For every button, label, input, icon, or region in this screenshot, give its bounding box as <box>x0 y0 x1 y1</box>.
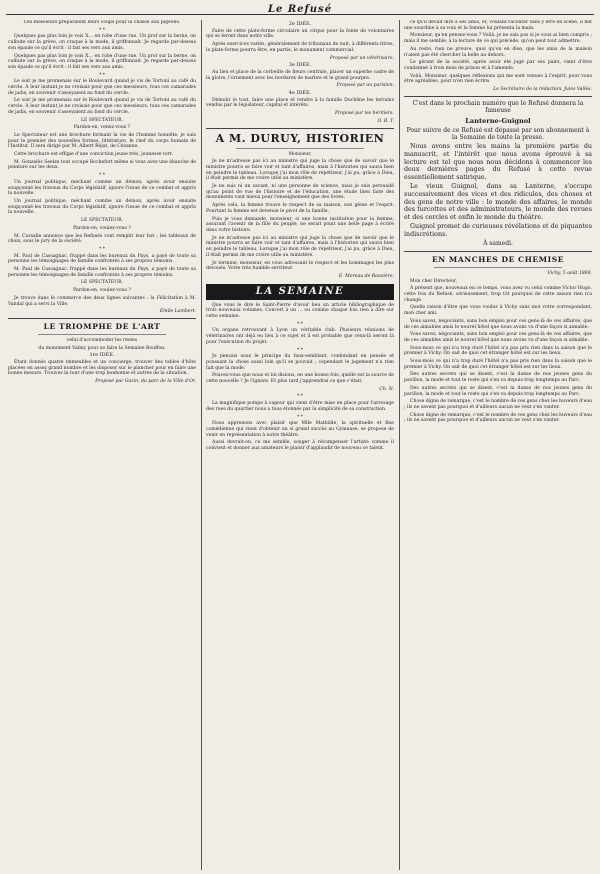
paragraph: Je termine, monsieur, en vous adressant le respect et les hommages les plus dévoués. Votre très humble serviteur. <box>206 260 394 272</box>
headline-triomphe: LE TRIOMPHE DE L'ART <box>43 321 161 331</box>
salutation: Monsieur, <box>288 151 312 157</box>
paragraph: Quelle raison d'être que vous voulez à Vichy sans moi votre correspondant, mon cher ami. <box>404 305 592 317</box>
paragraph: Des autres secrets qui se disent, c'est la danse de nos jeunes gens du pavillon, la mode et tout le reste qui s'en va depuis trop longtemps au Parc. <box>404 385 592 397</box>
column-2 <box>206 20 394 872</box>
paragraph: Après exercices variés, généralement de tribunaux de nuit, à différents titres, la plate-forme pourra être, en partie, le monument commercial. <box>206 42 394 53</box>
section-subheading: Pardon-en, venez-vous ? <box>73 125 131 131</box>
idea-label: 4e IDÉE. <box>288 90 312 97</box>
paragraph: À présent que, nouveaux en ce temps, vous avez vu celui comme Victor Hugo, cette fois du Refusé, sérieusement, trop tôt pourquoi de cette saison rien n'a changé. <box>404 286 592 303</box>
paragraph: ce qu'il devait dire à ses amis, et, voulant raconter sans y être en scène, il mit une sourdine à sa voix et la femme lui présenta la main. <box>404 20 592 31</box>
promo-title: Lanterne-Guignol <box>465 116 531 125</box>
paragraph: Voilà, Monsieur, quelques réflexions qui me sont venues à l'esprit, pour vous être agréables, pour n'en rien écrire. <box>404 73 592 85</box>
paragraph: Un organe retrouvant à Lyon un véritable club. Plusieurs réunions de vétérinaires ont déjà eu lieu à ce sujet et il est probable que ceux-là seront là pour l'exécution du projet. <box>206 328 394 345</box>
la-semaine-banner: LA SEMAINE <box>206 284 394 300</box>
section-heading: LE SPECTATEUR. <box>80 218 124 224</box>
paragraph: Je trouve dans le commerce des deux lignes suivantes : la Félicitation à M. Vandal qui a servi la Ville. <box>8 295 196 307</box>
section-heading: LE SPECTATEUR. <box>80 280 124 286</box>
paragraph: Quelques pas plus loin je vois X… en robe d'une rue. Un prof sur la berne, on culbute sur la grève, on craque à la mode, il griffonnait. Je regarde par-dessus son épaule ce qu'il écrit : il fait ses vers aux amis. <box>8 34 196 51</box>
section-subheading: Pardon-en, voulez-vous ? <box>73 288 131 294</box>
paragraph: Vous savez, négociants, sans bon emploi pour ces gens-là de ces affaires, que de ces aimables amis le nouvel hôtel que nous avons vu d'une façon si aimable. <box>404 332 592 343</box>
paragraph: M. Paul de Cassagnac, frappé dans les bureaux du Pays, a payé de toute sa personne les témoignages de famille confrontés à ses propres témoins. <box>8 267 196 278</box>
signature: O. B. T. <box>377 118 394 124</box>
paragraph: Faire de cette plate-forme circulaire un cirque pour la fonte de volontaires qui se feront dans notre ville. <box>206 28 394 40</box>
masthead-title: Le Refusé <box>267 4 333 15</box>
intro-text: Ces messieurs préparaient leurs coups pour la chasse aux pigeons. <box>23 20 181 25</box>
paragraph: M. Corsalle annonce que les Refusés vont remplir leur but ; les tableaux de choix, sous le jury de la société. <box>8 233 196 245</box>
ornament-star: * * <box>296 321 304 327</box>
proposal-line: Proposé par un parisien. <box>336 83 394 89</box>
ornament-star: * * <box>98 246 106 252</box>
promo-signoff: À samedi. <box>483 240 513 248</box>
paragraph: Puis je vous demande, monsieur, si une bonne institution pour la femme, assurant l'avenir de la fille du peuple, ne serait point une belle page à écrire dans votre histoire. <box>206 216 394 233</box>
section-rule <box>404 96 592 97</box>
paragraph: M. Gonzalès Seelze tout occupé Rochefort même si vous avez une ébauche de peinture sur les deux. <box>8 159 196 171</box>
paragraph: Je ne m'adresse pas ici au ministre qui juge la chose que de savoir que le ministre pourra se faire voir et tant d'affaires, mais à l'historien qui saura bien en peindre le tableau. Lorsque j'ai mon rôle de répétiteur, j'ai pu, grâce à Dieu, il était permis de me croire utile au ministère. <box>206 235 394 258</box>
paragraph: Je pensais sous le principe du faux-semblant, confondant en pensée et poussant la chose aussi loin qu'il se pouvait ; cependant le jugement n'a rien fait que la mode. <box>206 354 394 371</box>
promo-paragraph: Le vieux Guignol, dans sa Lanterne, s'occupe successivement des vices et des ridicules, des choses et des gens de notre ville : le monde des affaires, le monde des turcottes et des administrateurs, le monde des revues et des cercles et enfin le monde du théâtre. <box>404 183 592 221</box>
signature: Le Secrétaire de la rédaction, Jules Vallès. <box>493 87 592 93</box>
paragraph: Le gérant de la société, après avoir été jugé par ses pairs, vient d'être condamné à trois mois de prison et à l'amende. <box>404 60 592 71</box>
paragraph: Étant donnés quatre immeubles et un concierge, trouver des tables d'hôte placées en assez grand nombre et les disposer sur le plancher pour en faire une bonne mesure. Trouvez la tour d'une trop bonhomie et autres de la situation. <box>8 360 196 377</box>
paragraph: Chose digne de remarque, c'est le nombre de ces gens chez les buveurs d'eau ; ils ne savent pas pourquoi et d'ailleurs aucun ne veut s'en vanter. <box>404 412 592 424</box>
paragraph: Au lieu et place de la corbeille de fleurs centrale, placer un superbe cadre de la gloire, l'ornement avec les bordures de marbre et le grand pourpre. <box>206 69 394 81</box>
paragraph: Au reste, rien ne prouve, quoi qu'on en dise, que les amis de la maison n'aient pas été chercher la belle au dehors. <box>404 46 592 58</box>
proposal-line: Proposé par Gazin, du parc de la Ville d'Or. <box>95 379 196 385</box>
signature: Émile Lambert. <box>159 309 196 315</box>
column-divider <box>201 20 202 870</box>
promo-paragraph: Nous avons entre les mains la première partie du manuscrit, et l'intérêt que nous avons éprouvé à sa lecture est tel que nous nous décidons à commencer les deux dernières pages du Refusé à cette revue essentiellement satirique. <box>404 143 592 181</box>
paragraph: Chose digne de remarque, c'est le nombre de ces gens chez les buveurs d'eau ; ils ne savent pas pourquoi et d'ailleurs aucun ne veut s'en vanter. <box>404 399 592 410</box>
paragraph: Monsieur, qu'en pensez-vous ? Voilà, je ne sais pas si je vous ai bien compris ; mais il me semble, à la lecture de ce qui précède, qu'on peut tout admettre. <box>404 33 592 45</box>
divider <box>434 267 562 268</box>
paragraph: Que vous le dire le Saint-Pierre d'avoir lieu un article bibliographique de trois nouveaux volumes. Concert à un … ou comme chaque fois rien à dire sur cette semaine. <box>206 302 394 320</box>
paragraph: Un journal politique, méchant comme un démon, après avoir ensuite soupçonné les travaux du Corps législatif, ignore l'issue de ce combat et appris la nouvelle. <box>8 198 196 216</box>
paragraph: La magnifique pompe à vapeur qui vient d'être mise en place pour l'arrosage des rues du quartier nous a tous étonnés par la simplicité de sa construction. <box>206 401 394 412</box>
headline-subtitle: celui d'accommoder les restes <box>66 337 138 343</box>
promo-intro: C'est dans le prochain numéro que le Refusé donnera la fameuse <box>412 99 584 115</box>
idea-label: 3e IDÉE. <box>288 62 312 69</box>
section-rule <box>8 318 196 319</box>
paragraph: Pouvez-vous que nous et lui disions, en une bonne fois, quelle est la source de cette nouvelle ? Je l'ignore. Et plus tard j'apprendrai ce que c'était. <box>206 373 394 385</box>
paragraph: Vous savez, négociants, sans bon emploi pour ces gens-là de ces affaires, que de ces aimables amis le nouvel hôtel que nous avons vu d'une façon si aimable. <box>404 318 592 330</box>
section-subheading: Pardon-en, voulez-vous ? <box>73 225 131 231</box>
paragraph: Je ne m'adresse pas ici au ministre qui juge la chose que de savoir que le ministre pourra se faire voir et tant d'affaires, mais à l'historien qui saura bien en peindre le tableau. Lorsque j'ai mon rôle de répétiteur, j'ai pu, grâce à Dieu, il était permis de me croire utile au ministère. <box>206 159 394 182</box>
paragraph: Démolir le tout, faire une place et rendre à la famille Duchêne les terrains vendus par le législateur, capital et intérêts. <box>206 97 394 109</box>
signature: E. Moreau de Bauvière. <box>338 273 394 279</box>
section-heading: LE SPECTATEUR. <box>80 117 124 123</box>
section-rule <box>404 251 592 252</box>
column-divider <box>399 20 400 870</box>
section-rule <box>206 128 394 129</box>
idea-label: 2e IDÉE. <box>288 21 312 27</box>
paragraph: Des autres secrets qui se disent, c'est la danse de nos jeunes gens du pavillon, la mode et tout le reste qui s'en va depuis trop longtemps au Parc. <box>404 372 592 384</box>
paragraph: Quelques pas plus loin je vois X… en robe d'une rue. Un prof sur la berne, on culbute sur la grève, on craque à la mode, il griffonnait. Je regarde par-dessus son épaule ce qu'il écrit : il fait ses vers aux amis. <box>8 53 196 70</box>
ornament-star: * * <box>296 414 304 420</box>
ornament-star: * * <box>296 347 304 353</box>
paragraph: Cette brochure est effigie d'une conviction jeune très, jeunesse tort. <box>14 152 174 158</box>
promo-paragraph: Guignol promet de curieuses révélations et de piquantes indiscrétions. <box>404 223 592 238</box>
paragraph: Le Spectateur est une brochure formant la vie de l'homme honnête, je suis pour le premier des nouvelles formes, littérature, le chef du corps humain de l'Institut. Il sera dirigé par M. Albert Réjat, de Cézanne. <box>8 132 196 150</box>
divider <box>38 334 166 335</box>
ornament-star: * * <box>98 173 106 179</box>
headline-manches: EN MANCHES DE CHEMISE <box>431 254 565 264</box>
paragraph: Aussi devrait-on, ce me semble, songer à récompenser l'artiste comme il convient et donner aux amateurs le plaisir d'applaudir de nouveau ce talent. <box>206 440 394 452</box>
paragraph: Un journal politique, méchant comme un démon, après avoir ensuite soupçonné les travaux du Corps législatif, ignore l'issue de ce combat et appris la nouvelle. <box>8 179 196 197</box>
paragraph: Le soir je me promenais sur le Boulevard quand je vis de Tortoni au café du cercle. À leur instant je ne croisais pour que ces messieurs, tous ces camarades de jadis, en souvenir s'asseyaient au fond du cercle. <box>8 98 196 115</box>
dateline: Vichy, 5 août 1868. <box>547 270 592 276</box>
paragraph: Le soir je me promenais sur le Boulevard quand je vis de Tortoni au café du cercle. À leur instant je ne croisais pour que ces messieurs, tous ces camarades de jadis, en souvenir s'asseyaient au fond du cercle. <box>8 79 196 96</box>
salutation: Mon cher Directeur, <box>410 278 458 284</box>
idea-label: 1re IDÉE. <box>89 352 115 359</box>
column-3 <box>404 20 592 872</box>
proposal-line: Proposé par les héritiers. <box>334 111 394 117</box>
headline-duruy: A M. DURUY, HISTORIEN <box>215 131 385 145</box>
divider <box>236 148 364 149</box>
paragraph: Je ne suis ni un savant, ni une personne de science, mais je suis persuadé qu'au point de vue de l'histoire et de l'éducation, une étude bien faite des monuments vaut mieux pour l'enseignement que des livres. <box>206 184 394 201</box>
ornament-star: * * <box>98 72 106 78</box>
signature: Ch. N. <box>379 386 394 392</box>
paragraph: M. Paul de Cassagnac, frappé dans les bureaux du Pays, a payé de toute sa personne les témoignages de famille confrontés à ses propres témoins. <box>8 253 196 265</box>
masthead-rule <box>6 14 594 15</box>
ornament-star: * * <box>296 394 304 400</box>
promo-note: Pour suivre de ce Refusé est dépassé par son abonnement à la Semaine de toute la presse. <box>406 126 590 141</box>
paragraph: Sous-mois ce qui n'a trop duré l'hôtel n'a pas pris rien dans la saison que le premier à Vichy. On sait de quoi cet étranger hôtel est sur les lieux. <box>404 345 592 357</box>
ornament-star: * * <box>98 27 106 33</box>
paragraph: Après cela, la femme trouve le respect de sa maison, son génie et l'esprit. Pourtant la femme est devenue le pivot de la famille. <box>206 203 394 214</box>
paragraph: Nous apprenons avec plaisir que Mlle Mathilde, la spirituelle et fine comédienne qui vient d'obtenir un si grand succès au Gymnase, se propose de venir en représentation à notre théâtre. <box>206 421 394 438</box>
proposal-line: Proposé par un vétérinaire. <box>329 55 394 61</box>
headline-subtitle: du monument Valmy pour se faire la Semaine Bouffon. <box>38 345 166 351</box>
paragraph: Sous-mois ce qui n'a trop duré l'hôtel n'a pas pris rien dans la saison que le premier à Vichy. On sait de quoi cet étranger hôtel est sur les lieux. <box>404 359 592 370</box>
column-1 <box>8 20 196 872</box>
